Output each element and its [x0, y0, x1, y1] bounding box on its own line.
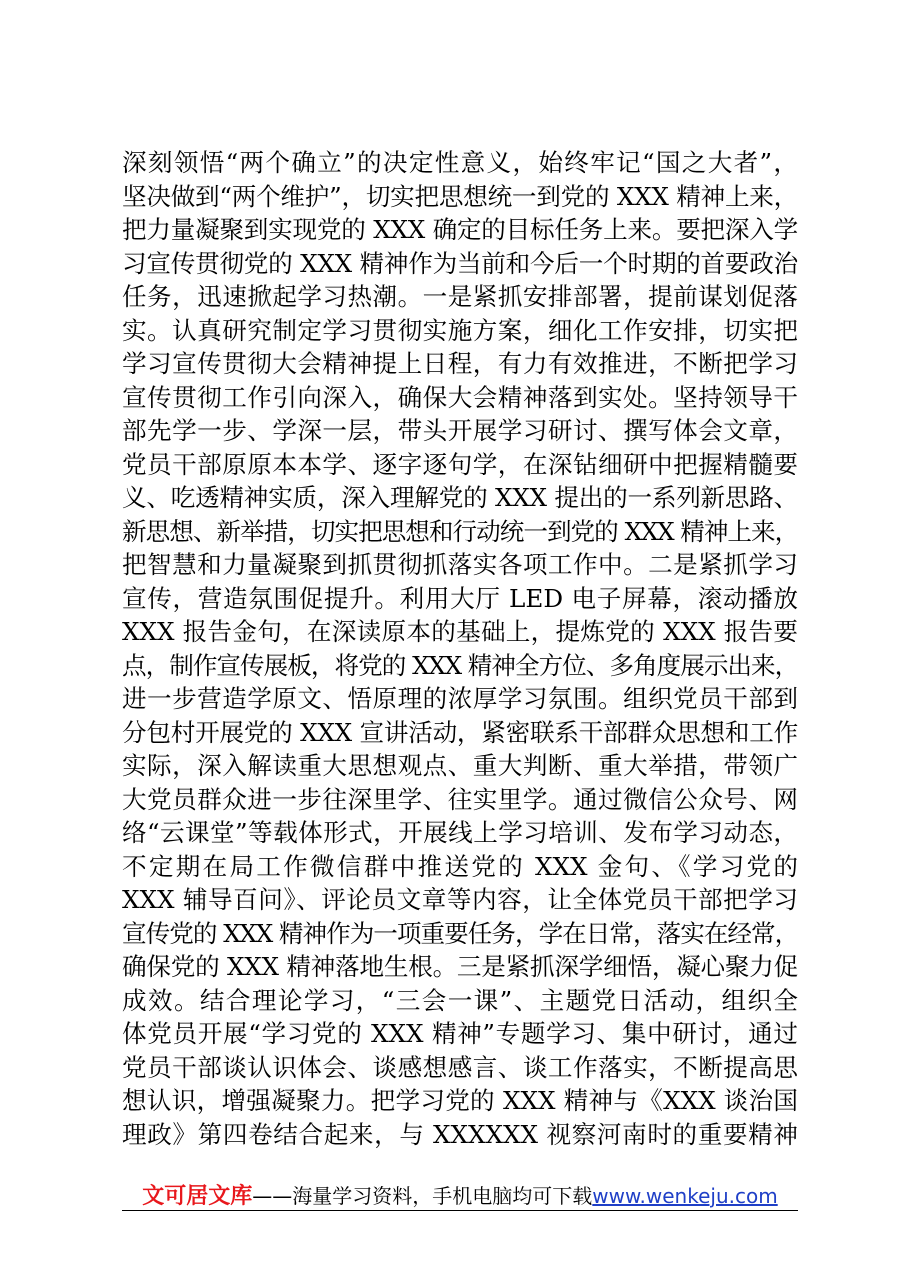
text-line: 成效。结合理论学习，“三会一课”、主题党日活动，组织全	[122, 985, 798, 1015]
footer-banner	[122, 1182, 798, 1210]
text-line: XXX 辅导百问》、评论员文章等内容，让全体党员干部把学习	[122, 885, 798, 914]
footer-site-link[interactable]: www.wenkeju.com	[592, 1184, 778, 1208]
footer-slogan: ——海量学习资料，手机电脑均可下载	[252, 1184, 593, 1208]
text-line: 把智慧和力量凝聚到抓贯彻抓落实各项工作中。二是紧抓学习	[122, 550, 798, 579]
text-line: 不定期在局工作微信群中推送党的 XXX 金句、《学习党的	[122, 851, 798, 881]
text-line: 新思想、新举措，切实把思想和行动统一到党的 XXX 精神上来，	[122, 516, 798, 546]
text-line: 宣传贯彻工作引向深入，确保大会精神落到实处。坚持领导干	[122, 382, 798, 412]
text-line: 大党员群众进一步往深里学、往实里学。通过微信公众号、网	[122, 784, 798, 814]
text-line: 义、吃透精神实质，深入理解党的 XXX 提出的一系列新思路、	[122, 483, 798, 512]
text-line: 把力量凝聚到实现党的 XXX 确定的目标任务上来。要把深入学	[122, 215, 798, 244]
text-line: 实。认真研究制定学习贯彻实施方案，细化工作安排，切实把	[122, 315, 798, 345]
text-line: 分包村开展党的 XXX 宣讲活动，紧密联系干部群众思想和工作	[122, 717, 798, 747]
text-line: 坚决做到“两个维护”，切实把思想统一到党的 XXX 精神上来，	[122, 181, 798, 211]
text-line: 络“云课堂”等载体形式，开展线上学习培训、发布学习动态，	[122, 818, 798, 847]
text-line: 部先学一步、学深一层，带头开展学习研讨、撰写体会文章，	[122, 416, 798, 445]
footer-divider	[122, 1210, 798, 1211]
text-line: 进一步营造学原文、悟原理的浓厚学习氛围。组织党员干部到	[122, 684, 798, 713]
text-line: 学习宣传贯彻大会精神提上日程，有力有效推进，不断把学习	[122, 349, 798, 378]
text-line: 任务，迅速掀起学习热潮。一是紧抓安排部署，提前谋划促落	[122, 282, 798, 311]
text-line: 党员干部谈认识体会、谈感想感言、谈工作落实，不断提高思	[122, 1052, 798, 1082]
text-line: 点，制作宣传展板，将党的 XXX 精神全方位、多角度展示出来，	[122, 650, 798, 680]
text-line: 体党员开展“学习党的 XXX 精神”专题学习、集中研讨，通过	[122, 1019, 798, 1048]
text-line: XXX 报告金句，在深读原本的基础上，提炼党的 XXX 报告要	[122, 617, 798, 646]
text-line: 想认识，增强凝聚力。把学习党的 XXX 精神与《XXX 谈治国	[122, 1086, 798, 1115]
footer-brand: 文可居文库	[142, 1184, 253, 1209]
text-line: 宣传，营造氛围促提升。利用大厅 LED 电子屏幕，滚动播放	[122, 583, 798, 613]
text-line: 理政》第四卷结合起来，与 XXXXXX 视察河南时的重要精神	[122, 1119, 798, 1149]
text-line: 实际，深入解读重大思想观点、重大判断、重大举措，带领广	[122, 751, 798, 780]
body-paragraph	[122, 146, 798, 1151]
text-line: 深刻领悟“两个确立”的决定性意义，始终牢记“国之大者”，	[122, 148, 798, 177]
text-line: 宣传党的 XXX 精神作为一项重要任务，学在日常，落实在经常，	[122, 918, 798, 948]
text-line: 党员干部原原本本学、逐字逐句学，在深钻细研中把握精髓要	[122, 449, 798, 479]
text-line: 确保党的 XXX 精神落地生根。三是紧抓深学细悟，凝心聚力促	[122, 952, 798, 981]
text-line: 习宣传贯彻党的 XXX 精神作为当前和今后一个时期的首要政治	[122, 248, 798, 278]
